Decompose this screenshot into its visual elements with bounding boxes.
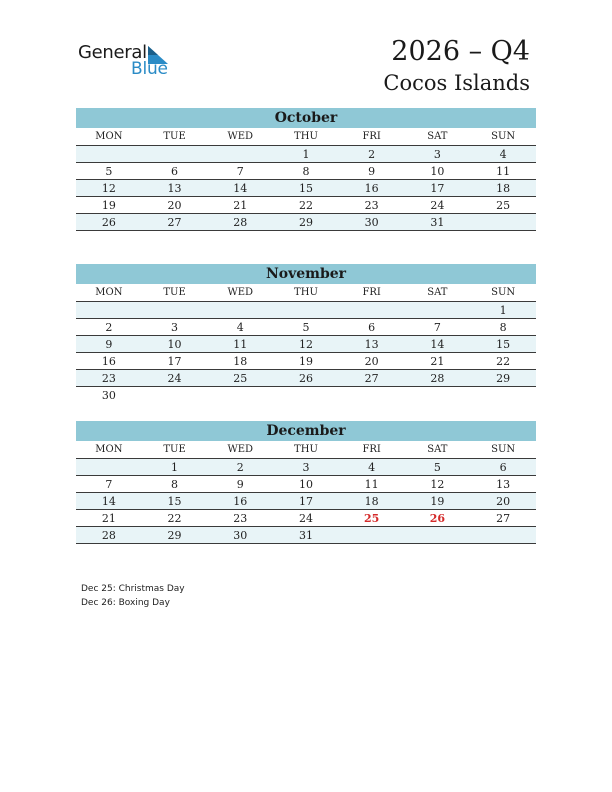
week-row [76, 180, 536, 197]
day-cell: 13 [339, 336, 405, 353]
day-cell: 9 [207, 476, 273, 493]
empty-day-cell [273, 387, 339, 404]
month-november [76, 264, 536, 403]
holiday-note: Dec 26: Boxing Day [81, 598, 170, 608]
day-cell: 30 [101, 388, 116, 402]
day-cell: 30 [339, 214, 405, 231]
day-cell: 6 [142, 163, 208, 180]
weekday-label: FRI [339, 128, 405, 146]
day-cell: 27 [470, 510, 536, 527]
day-cell: 22 [273, 197, 339, 214]
day-cell: 13 [470, 476, 536, 493]
day-cell: 19 [405, 493, 471, 510]
weekday-label: MON [76, 441, 142, 459]
day-cell: 28 [405, 370, 471, 387]
day-cell: 26 [273, 370, 339, 387]
day-cell: 3 [142, 319, 208, 336]
day-cell: 20 [470, 493, 536, 510]
empty-day-cell [76, 459, 142, 476]
day-cell: 25 [339, 510, 405, 527]
weekday-label: MON [76, 128, 142, 146]
week-row [76, 214, 536, 231]
empty-day-cell [207, 302, 273, 319]
day-cell: 1 [470, 302, 536, 319]
weekday-label: THU [273, 128, 339, 146]
empty-day-cell [207, 387, 273, 404]
day-cell: 5 [273, 319, 339, 336]
empty-day-cell [339, 302, 405, 319]
weekday-label: TUE [142, 128, 208, 146]
day-cell: 19 [76, 197, 142, 214]
day-cell: 14 [76, 493, 142, 510]
day-cell: 30 [207, 527, 273, 544]
day-cell: 11 [339, 476, 405, 493]
day-cell: 11 [207, 336, 273, 353]
weekday-row [76, 284, 536, 302]
day-cell: 2 [76, 319, 142, 336]
day-cell: 5 [76, 163, 142, 180]
weekday-label: TUE [142, 284, 208, 302]
week-row [76, 510, 536, 527]
empty-day-cell [76, 146, 142, 163]
day-cell: 31 [405, 214, 471, 231]
day-cell: 3 [405, 146, 471, 163]
day-cell: 6 [339, 319, 405, 336]
day-cell: 6 [470, 459, 536, 476]
day-cell: 21 [405, 353, 471, 370]
day-cell: 24 [142, 370, 208, 387]
day-cell: 1 [273, 146, 339, 163]
week-row [76, 387, 536, 404]
day-cell: 10 [142, 336, 208, 353]
empty-day-cell [207, 146, 273, 163]
day-cell: 4 [470, 146, 536, 163]
empty-day-cell [142, 387, 208, 404]
day-cell: 12 [405, 476, 471, 493]
day-cell: 8 [142, 476, 208, 493]
empty-day-cell [470, 214, 536, 231]
day-cell: 18 [470, 180, 536, 197]
day-cell: 12 [76, 180, 142, 197]
week-row [76, 163, 536, 180]
day-cell: 15 [470, 336, 536, 353]
empty-day-cell [405, 387, 471, 404]
weekday-label: TUE [142, 441, 208, 459]
day-cell: 9 [76, 336, 142, 353]
calendar-table [76, 284, 536, 403]
day-cell: 25 [207, 370, 273, 387]
day-cell: 8 [470, 319, 536, 336]
weekday-row [76, 128, 536, 146]
day-cell: 4 [207, 319, 273, 336]
logo-general-text: General [78, 42, 147, 63]
day-cell: 20 [339, 353, 405, 370]
weekday-label: THU [273, 441, 339, 459]
day-cell: 16 [76, 353, 142, 370]
empty-day-cell [470, 527, 536, 544]
week-row [76, 353, 536, 370]
empty-day-cell [142, 146, 208, 163]
day-cell: 24 [405, 197, 471, 214]
month-header: November [76, 264, 536, 284]
day-cell: 18 [207, 353, 273, 370]
day-cell: 23 [207, 510, 273, 527]
week-row [76, 493, 536, 510]
day-cell: 7 [76, 476, 142, 493]
day-cell: 26 [405, 510, 471, 527]
day-cell: 21 [76, 510, 142, 527]
empty-day-cell [273, 302, 339, 319]
weekday-label: SUN [470, 284, 536, 302]
day-cell: 7 [207, 163, 273, 180]
day-cell: 17 [273, 493, 339, 510]
day-cell: 22 [142, 510, 208, 527]
week-row [76, 370, 536, 387]
page-title: 2026 – Q4 [391, 36, 530, 67]
empty-day-cell [76, 302, 142, 319]
week-row [76, 319, 536, 336]
day-cell: 28 [207, 214, 273, 231]
weekday-row [76, 441, 536, 459]
weekday-label: FRI [339, 441, 405, 459]
day-cell: 19 [273, 353, 339, 370]
weekday-label: SUN [470, 128, 536, 146]
day-cell: 29 [273, 214, 339, 231]
day-cell: 2 [207, 459, 273, 476]
day-cell: 27 [339, 370, 405, 387]
day-cell: 26 [76, 214, 142, 231]
day-cell: 31 [273, 527, 339, 544]
empty-day-cell [470, 387, 536, 404]
weekday-label: MON [76, 284, 142, 302]
day-cell: 15 [142, 493, 208, 510]
holiday-notes [81, 582, 185, 610]
day-cell: 29 [142, 527, 208, 544]
day-cell: 18 [339, 493, 405, 510]
month-december [76, 421, 536, 544]
page-subtitle: Cocos Islands [383, 71, 530, 95]
day-cell: 10 [405, 163, 471, 180]
weekday-label: THU [273, 284, 339, 302]
logo-blue-text: Blue [131, 59, 168, 79]
day-cell: 16 [207, 493, 273, 510]
empty-day-cell [339, 527, 405, 544]
calendar-table [76, 128, 536, 231]
day-cell: 17 [405, 180, 471, 197]
week-row [76, 302, 536, 319]
logo [78, 40, 178, 80]
day-cell: 21 [207, 197, 273, 214]
month-october [76, 108, 536, 231]
day-cell: 28 [76, 527, 142, 544]
weekday-label: SAT [405, 128, 471, 146]
weekday-label: SUN [470, 441, 536, 459]
empty-day-cell [405, 527, 471, 544]
day-cell: 16 [339, 180, 405, 197]
day-cell: 8 [273, 163, 339, 180]
week-row [76, 197, 536, 214]
day-cell: 14 [405, 336, 471, 353]
day-cell: 3 [273, 459, 339, 476]
day-cell: 7 [405, 319, 471, 336]
empty-day-cell [405, 302, 471, 319]
calendar-table [76, 441, 536, 544]
month-header: October [76, 108, 536, 128]
day-cell: 15 [273, 180, 339, 197]
day-cell: 23 [76, 370, 142, 387]
day-cell: 23 [339, 197, 405, 214]
day-cell: 24 [273, 510, 339, 527]
day-cell: 13 [142, 180, 208, 197]
day-cell: 27 [142, 214, 208, 231]
day-cell: 12 [273, 336, 339, 353]
weekday-label: WED [207, 128, 273, 146]
day-cell: 2 [339, 146, 405, 163]
day-cell: 29 [470, 370, 536, 387]
day-cell: 5 [405, 459, 471, 476]
week-row [76, 527, 536, 544]
empty-day-cell [142, 302, 208, 319]
weekday-label: WED [207, 284, 273, 302]
week-row [76, 476, 536, 493]
day-cell: 25 [470, 197, 536, 214]
week-row [76, 146, 536, 163]
weekday-label: WED [207, 441, 273, 459]
day-cell: 22 [470, 353, 536, 370]
week-row [76, 336, 536, 353]
day-cell: 14 [207, 180, 273, 197]
weekday-label: SAT [405, 284, 471, 302]
day-cell: 20 [142, 197, 208, 214]
month-header: December [76, 421, 536, 441]
day-cell: 10 [273, 476, 339, 493]
day-cell: 11 [470, 163, 536, 180]
weekday-label: SAT [405, 441, 471, 459]
day-cell: 4 [339, 459, 405, 476]
holiday-note: Dec 25: Christmas Day [81, 584, 185, 594]
weekday-label: FRI [339, 284, 405, 302]
empty-day-cell [339, 387, 405, 404]
week-row [76, 459, 536, 476]
day-cell: 1 [142, 459, 208, 476]
day-cell: 9 [339, 163, 405, 180]
day-cell: 17 [142, 353, 208, 370]
